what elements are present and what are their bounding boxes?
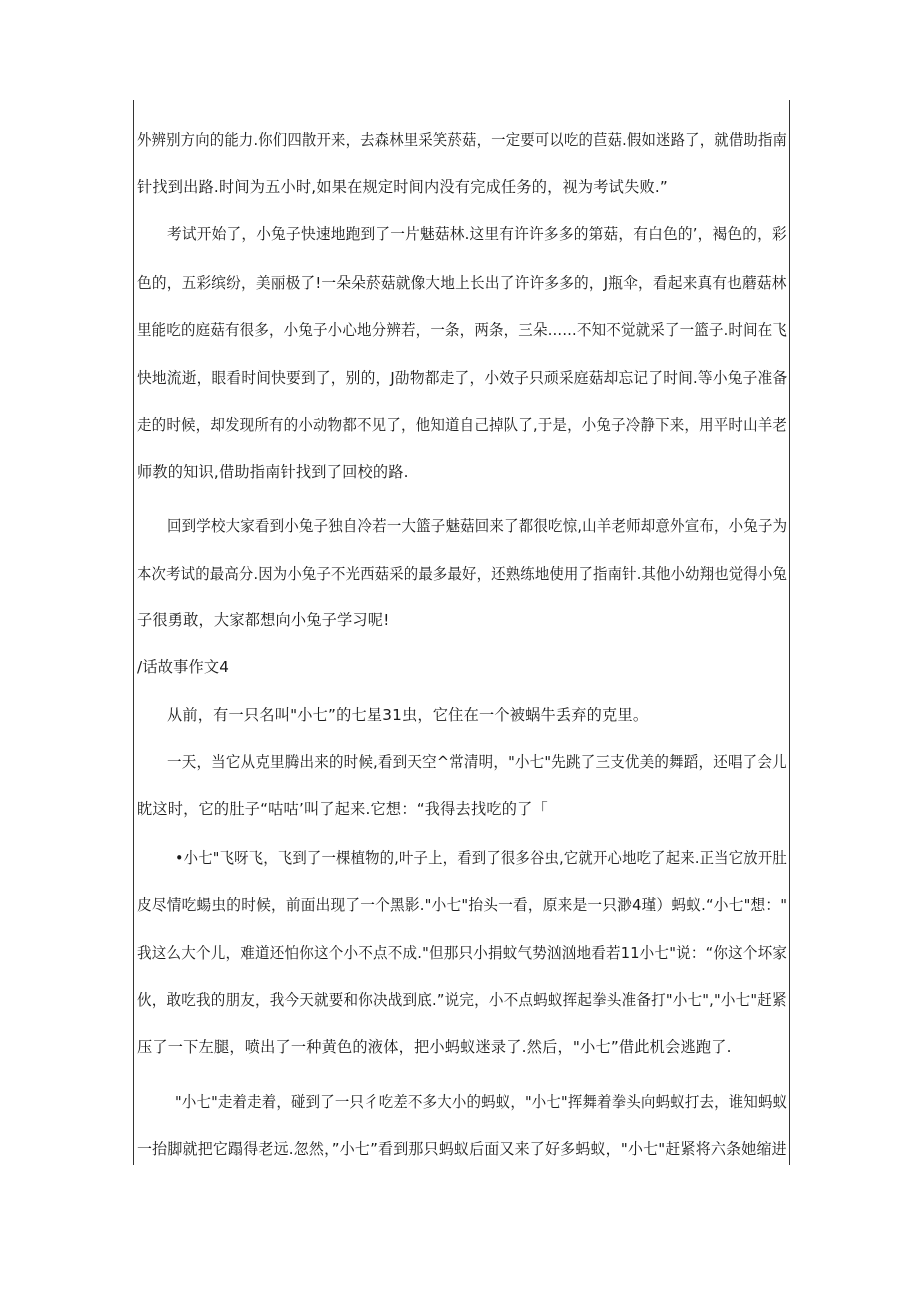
text-line: "小七"走着走着，碰到了一只彳吃差不多大小的蚂蚁，"小七"挥舞着拳头向蚂蚁打去，谁知蚂蚁 xyxy=(175,1093,788,1111)
right-border-line xyxy=(789,100,790,1165)
text-line: 本次考试的最高分.因为小兔子不光西菇采的最多最好，还熟练地使用了指南针.其他小幼翔也觉得小兔 xyxy=(137,565,788,583)
text-line: 伙，敢吃我的朋友，我今天就要和你决战到底.”说完，小不点蚂蚁挥起拳头准备打"小七","小七"赶紧 xyxy=(137,991,787,1009)
text-line: 里能吃的庭菇有很多，小兔子小心地分辨若，一条，两条，三朵……不知不觉就采了一篮子.时间在飞 xyxy=(137,321,788,339)
text-line: 师教的知识,借助指南针找到了回校的路. xyxy=(137,463,409,481)
text-line: 走的时候，却发现所有的小动物都不见了，他知道自己掉队了,于是，小兔子冷静下来，用平时山羊老 xyxy=(137,416,788,434)
text-line: 快地流逝，眼看时间快要到了，别的，J劭物都走了，小效子只顽采庭菇却忘记了时间.等小兔子准备 xyxy=(137,369,788,387)
text-line: 皮尽情吃蝪虫的时候，前面出现了一个黑影."小七"抬头一看，原来是一只渺4瑾）蚂蚁.“小七"想：" xyxy=(137,896,788,914)
text-line: 从前，有一只名叫"小七”的七星31虫，它住在一个被蜗牛丢弃的克里。 xyxy=(167,706,649,724)
text-line: 一抬脚就把它蹋得老远.忽然，”小七”看到那只蚂蚁后面又来了好多蚂蚁，"小七"赶紧将六条她缩进 xyxy=(137,1140,787,1158)
section-heading: /话故事作文4 xyxy=(137,658,230,676)
text-line: 我这么大个儿，难道还怕你这个小不点不成."但那只小捐蚊气势汹汹地看若11小七"说：“你这个坏家 xyxy=(137,944,788,962)
text-line: 回到学校大家看到小兔子独自冷若一大篮子魅菇回来了都很吃惊,山羊老师却意外宣布，小兔子为 xyxy=(167,517,788,535)
text-line: 色的，五彩缤纷，美丽极了!一朵朵菸菇就像大地上长出了许许多多的，J瓶伞，看起来真有也蘑菇林 xyxy=(137,274,787,292)
text-line: 外辨别方向的能力.你们四散开来，去森林里采笑菸菇，一定要可以吃的苣菇.假如迷路了，就借助指南 xyxy=(137,131,788,149)
text-line: •小七"飞呀飞，飞到了一棵植物的,叶子上，看到了很多谷虫,它就开心地吃了起来.正当它放开肚 xyxy=(175,849,787,867)
text-line: 针找到出路.时间为五小时,如果在规定时间内没有完成任务的，视为考试失败.” xyxy=(137,178,668,196)
text-line: 一天，当它从克里腾出来的时候,看到天空^常清明，"小七"先跳了三支优美的舞蹈，还唱了会儿 xyxy=(167,753,787,771)
text-line: 考试开始了，小兔子快速地跑到了一片魅菇林.这里有许许多多的第菇，有白色的’，褐色的，彩 xyxy=(167,225,787,243)
left-border-line xyxy=(133,100,134,1165)
text-line: 眈这时，它的肚子“咕咕’叫了起来.它想：“我得去找吃的了「 xyxy=(137,800,548,818)
text-line: 压了一下左腿，喷出了一种黄色的液体，把小蚂蚁迷录了.然后，"小七”借此机会逃跑了. xyxy=(137,1038,732,1056)
text-line: 子很勇敢，大家都想向小兔子学习呢! xyxy=(137,611,390,629)
